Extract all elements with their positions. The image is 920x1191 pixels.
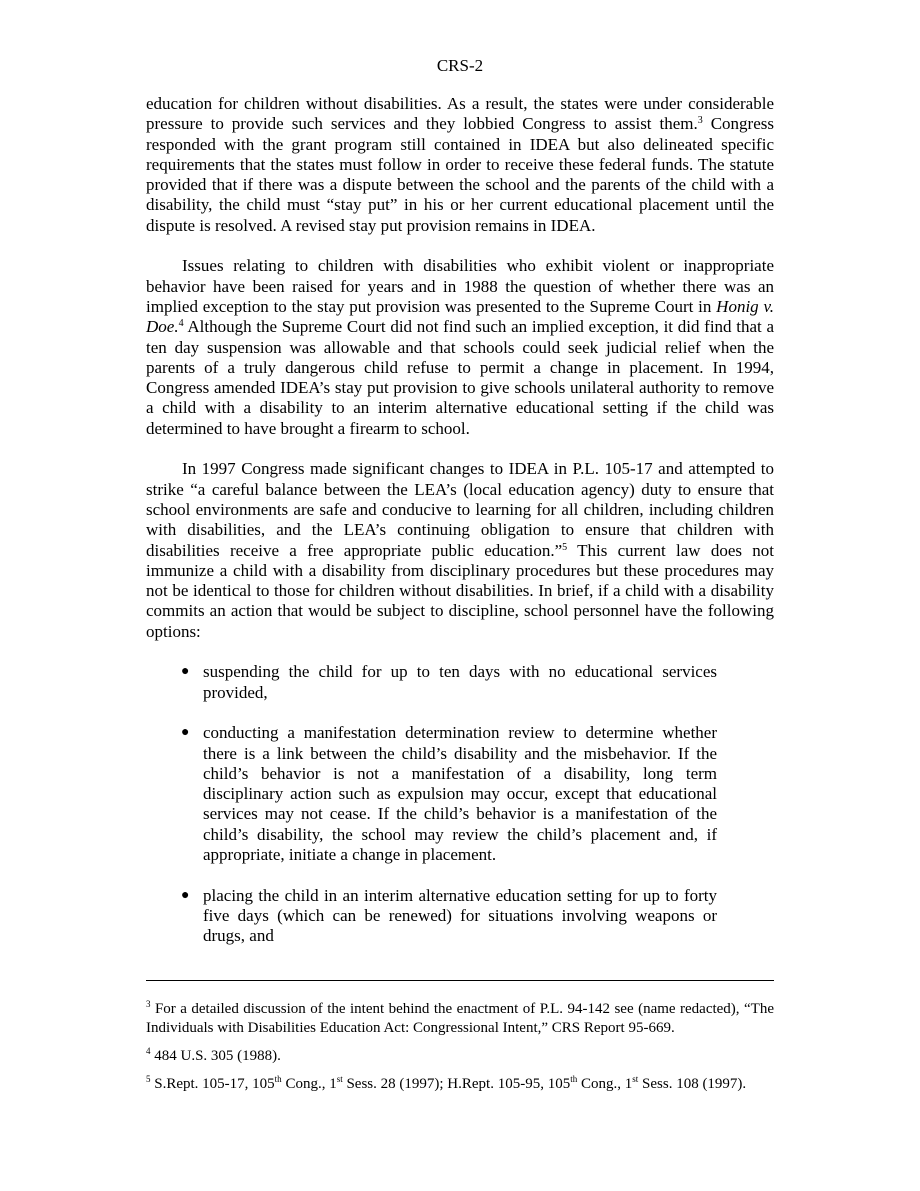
footnote-text: S.Rept. 105-17, 105 — [150, 1076, 275, 1092]
footnote-number: 3 — [146, 999, 151, 1009]
paragraph-1-text-a: education for children without disabilities. As a result, the states were under considerable pressure to provide such services and they lobbied Congress to assist them. — [146, 94, 774, 134]
footnote-text: Sess. 108 (1997). — [638, 1076, 747, 1092]
paragraph-3 — [146, 459, 774, 642]
paragraph-2 — [146, 256, 774, 439]
footnote-divider — [146, 980, 774, 981]
footnote-text: 484 U.S. 305 (1988). — [150, 1048, 281, 1064]
bullet-icon: ● — [181, 664, 190, 680]
footnote-text: For a detailed discussion of the intent behind the enactment of P.L. 94-142 see (name redacted), “The Individuals with Disabilities Education Act: Congressional Intent,” CRS Report 95-669. — [146, 1001, 774, 1036]
paragraph-2-text-a: Issues relating to children with disabilities who exhibit violent or inappropriate behavior have been raised for years and in 1988 the question of whether there was an implied exception to the stay put provision was presented to the Supreme Court in — [146, 256, 774, 316]
footnote-4 — [146, 1047, 774, 1066]
footnote-ref-4[interactable]: 4 — [178, 318, 184, 330]
bullet-icon: ● — [181, 887, 190, 903]
ordinal-suffix: st — [336, 1074, 343, 1084]
list-item-text: placing the child in an interim alternative education setting for up to forty five days (which can be renewed) for situations involving weapons or drugs, and — [203, 885, 717, 946]
ordinal-suffix: th — [274, 1074, 282, 1084]
list-item — [181, 662, 717, 703]
paragraph-3-text-a: In 1997 Congress made significant changes to IDEA in P.L. 105-17 and attempted to strike “a careful balance between the LEA’s (local education agency) duty to ensure that school environments are safe and conducive to learning for all children, including children with disabilities, and the LEA’s continuing obligation to ensure that children with disabilities receive a free appropriate public education.” — [146, 459, 774, 560]
footnotes — [146, 1000, 774, 1103]
footnote-text: Cong., 1 — [577, 1076, 633, 1092]
footnote-text: Sess. 28 (1997); H.Rept. 105-95, 105 — [342, 1076, 571, 1092]
list-item — [181, 723, 717, 865]
footnote-ref-3[interactable]: 3 — [697, 115, 703, 127]
body-text — [146, 94, 774, 967]
options-list — [146, 662, 774, 946]
list-item — [181, 885, 717, 947]
ordinal-suffix: st — [632, 1074, 639, 1084]
footnote-number: 4 — [146, 1046, 151, 1056]
case-name-honig: Honig v. Doe — [146, 296, 774, 337]
bullet-icon: ● — [181, 725, 190, 741]
paragraph-3-text-b: This current law does not immunize a child with a disability from disciplinary procedures but these procedures may not be identical to those for children without disabilities. In brief, if a child with a disability commits an action that would be subject to discipline, school personnel have the following options: — [146, 540, 774, 641]
list-item-text: suspending the child for up to ten days with no educational services provided, — [203, 662, 717, 702]
footnote-ref-5[interactable]: 5 — [562, 541, 568, 553]
footnote-number: 5 — [146, 1074, 151, 1084]
paragraph-1 — [146, 94, 774, 236]
list-item-text: conducting a manifestation determination review to determine whether there is a link between the child’s disability and the misbehavior. If the child’s behavior is not a manifestation of a disability, long term disciplinary action such as expulsion may occur, except that educational services may not cease. If the child’s behavior is a manifestation of the child’s disability, the school may review the child’s placement and, if appropriate, initiate a change in placement. — [203, 723, 717, 864]
footnote-text: Cong., 1 — [281, 1076, 337, 1092]
page-number-header: CRS-2 — [436, 56, 484, 75]
case-name-period: . — [174, 317, 179, 337]
footnote-3 — [146, 1000, 774, 1038]
ordinal-suffix: th — [570, 1074, 578, 1084]
paragraph-2-text-b: Although the Supreme Court did not find such an implied exception, it did find that a ten day suspension was allowable and that schools could seek judicial relief when the parents of a truly dangerous child refuse to permit a change in placement. In 1994, Congress amended IDEA’s stay put provision to give schools unilateral authority to remove a child with a disability to an interim alternative educational setting if the child was determined to have brought a firearm to school. — [146, 317, 774, 438]
footnote-5 — [146, 1075, 774, 1094]
paragraph-1-text-b: Congress responded with the grant program still contained in IDEA but also delineated specific requirements that the states must follow in order to receive these federal funds. The statute provided that if there was a dispute between the school and the parents of the child with a disability, the child must “stay put” in his or her current educational placement until the dispute is resolved. A revised stay put provision remains in IDEA. — [146, 114, 774, 235]
